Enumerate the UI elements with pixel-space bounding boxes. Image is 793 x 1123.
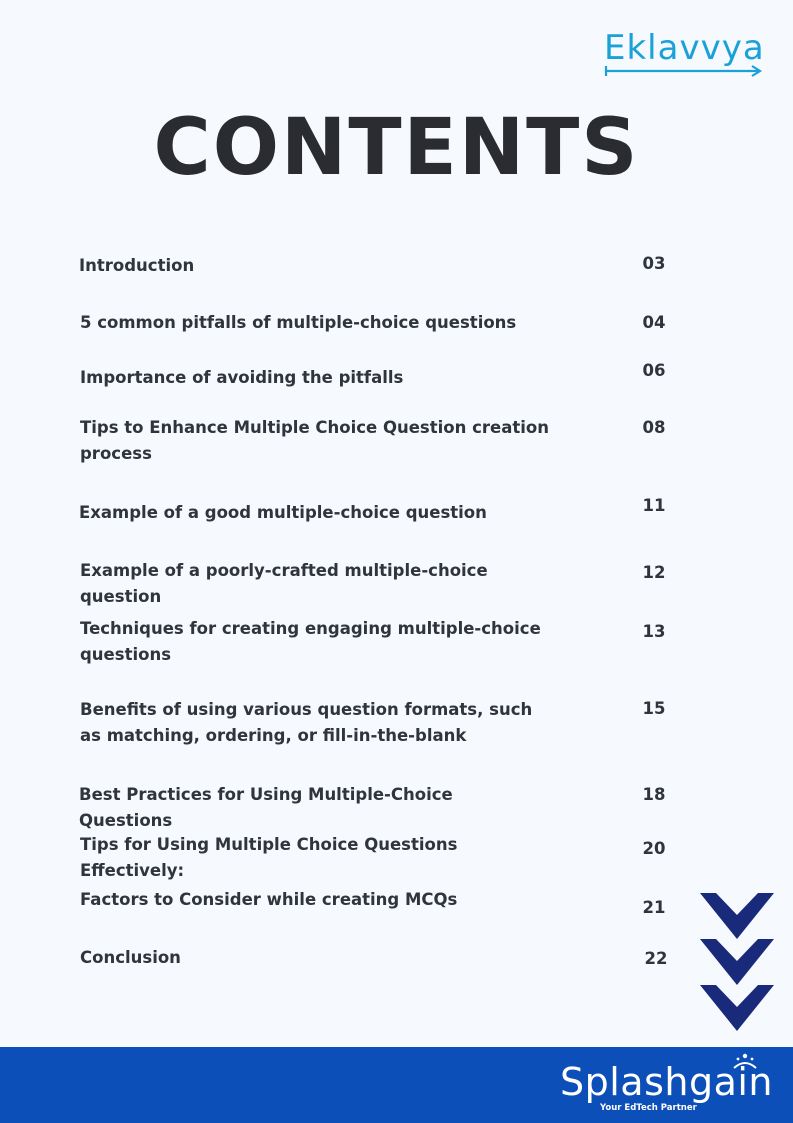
chevron-down-icon	[700, 893, 774, 1033]
toc-entry-title: Factors to Consider while creating MCQs	[80, 890, 458, 909]
toc-entry-title: Benefits of using various question formats, such as matching, ordering, or fill-in-the-blank	[80, 700, 533, 745]
toc-entry-title: Example of a poorly-crafted multiple-choice question	[80, 561, 488, 606]
splashgain-tagline: Your EdTech Partner	[600, 1103, 697, 1113]
splash-icon	[730, 1050, 760, 1072]
toc-entry-page: 12	[642, 563, 666, 582]
toc-entry-page: 08	[642, 418, 666, 437]
page-title: CONTENTS	[153, 103, 640, 193]
toc-entry-page: 06	[642, 361, 666, 380]
toc-entry-title: Introduction	[79, 256, 195, 275]
toc-entry-title: 5 common pitfalls of multiple-choice questions	[80, 313, 517, 332]
toc-entry-page: 04	[642, 313, 666, 332]
toc-entry-page: 03	[642, 254, 666, 273]
toc-entry-page: 20	[642, 839, 666, 858]
toc-entry-page: 15	[642, 699, 666, 718]
toc-entry-title: Conclusion	[80, 948, 181, 967]
toc-entry-page: 18	[642, 785, 666, 804]
toc-entry-page: 11	[642, 496, 666, 515]
toc-entry-title: Techniques for creating engaging multiple-choice questions	[80, 619, 541, 664]
toc-entry-title: Tips for Using Multiple Choice Questions Effectively:	[80, 835, 458, 880]
splashgain-logo-text: Splashgain	[560, 1060, 774, 1104]
splashgain-logo	[560, 1058, 780, 1118]
toc-entry-title: Best Practices for Using Multiple-Choice Questions	[79, 785, 453, 830]
logo-arrow-icon	[600, 64, 768, 78]
toc-entry-title: Tips to Enhance Multiple Choice Question creation process	[80, 418, 549, 463]
toc-entry-page: 13	[642, 622, 666, 641]
toc-entry-title: Example of a good multiple-choice question	[79, 503, 487, 522]
toc-entry-title: Importance of avoiding the pitfalls	[80, 368, 404, 387]
eklavvya-logo-text: Eklavvya	[604, 28, 765, 68]
eklavvya-logo	[600, 26, 770, 78]
toc-entry-page: 21	[642, 898, 666, 917]
toc-entry-page: 22	[644, 949, 668, 968]
